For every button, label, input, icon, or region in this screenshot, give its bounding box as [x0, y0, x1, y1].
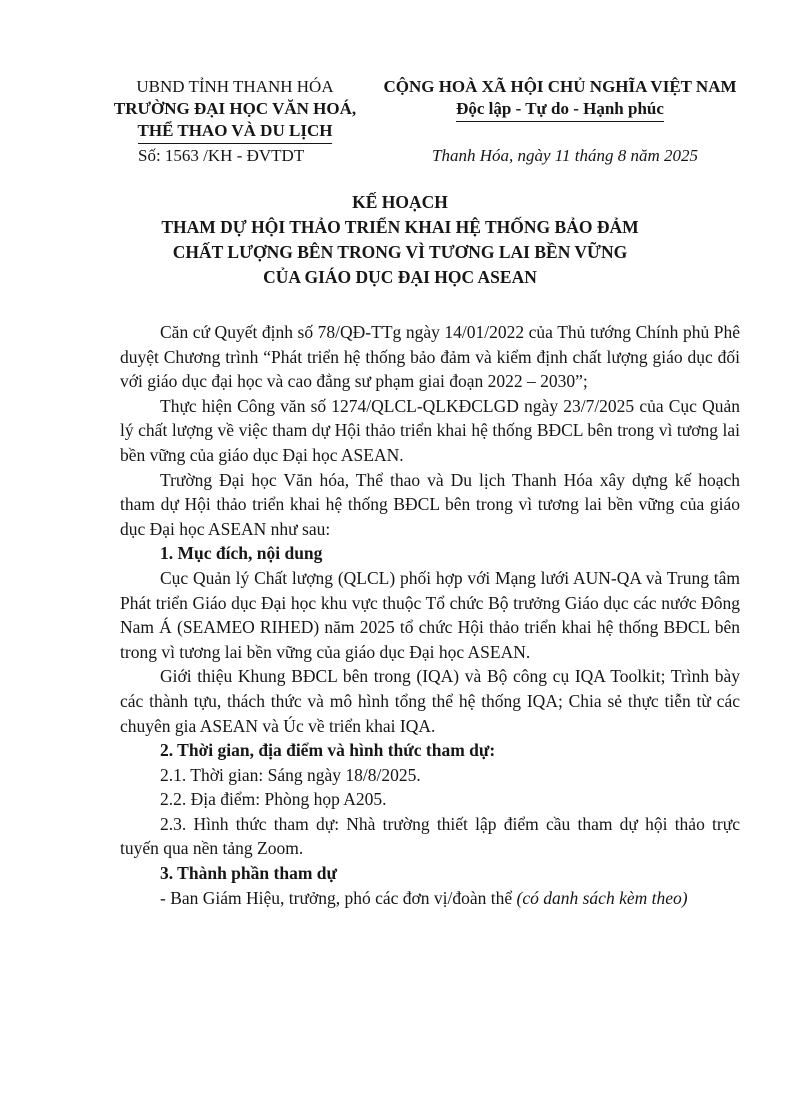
document-kind: KẾ HOẠCH — [352, 192, 448, 212]
document-number: Số: 1563 /KH - ĐVTDT — [138, 146, 305, 165]
participants-note: (có danh sách kèm theo) — [516, 887, 688, 908]
participants-text: - Ban Giám Hiệu, trưởng, phó các đơn vị/đoàn thể — [160, 887, 517, 908]
national-header-block — [360, 76, 760, 122]
provincial-committee: UBND TỈNH THANH HÓA — [136, 77, 334, 96]
section-1-paragraph-2: Giới thiệu Khung BĐCL bên trong (IQA) và Bộ công cụ IQA Toolkit; Trình bày các thành tựu, thách thức và mô hình tổng thể hệ thống IQA; Chia sẻ thực tiễn từ các chuyên gia ASEAN và Úc về triển khai IQA. — [120, 666, 740, 736]
section-2-heading: 2. Thời gian, địa điểm và hình thức tham dự: — [160, 740, 496, 761]
document-body — [120, 320, 740, 910]
national-motto: Độc lập - Tự do - Hạnh phúc — [456, 98, 664, 122]
section-2-format: 2.3. Hình thức tham dự: Nhà trường thiết lập điểm cầu tham dự hội thảo trực tuyến qua nền tảng Zoom. — [120, 813, 740, 859]
paragraph-plan-intro: Trường Đại học Văn hóa, Thể thao và Du lịch Thanh Hóa xây dựng kế hoạch tham dự Hội thảo triển khai hệ thống BĐCL bên trong vì tương lai bền vững của giáo dục Đại học ASEAN như sau: — [120, 469, 740, 539]
title-line-3: CỦA GIÁO DỤC ĐẠI HỌC ASEAN — [263, 267, 537, 287]
nation-title: CỘNG HOÀ XÃ HỘI CHỦ NGHĨA VIỆT NAM — [383, 77, 737, 96]
place-date: Thanh Hóa, ngày 11 tháng 8 năm 2025 — [432, 146, 699, 165]
document-title — [60, 190, 740, 290]
paragraph-implementation: Thực hiện Công văn số 1274/QLCL-QLKĐCLGD ngày 23/7/2025 của Cục Quản lý chất lượng về việc tham dự Hội thảo triển khai hệ thống BĐCL bên trong vì tương lai bền vững của giáo dục Đại học ASEAN. — [120, 395, 740, 465]
section-3-item-1 — [120, 886, 740, 911]
section-1-heading: 1. Mục đích, nội dung — [160, 543, 323, 564]
section-2-location: 2.2. Địa điểm: Phòng họp A205. — [160, 789, 387, 810]
title-line-1: THAM DỰ HỘI THẢO TRIỂN KHAI HỆ THỐNG BẢO ĐẢM — [161, 217, 639, 237]
paragraph-legal-basis: Căn cứ Quyết định số 78/QĐ-TTg ngày 14/01/2022 của Thủ tướng Chính phủ Phê duyệt Chương trình “Phát triển hệ thống bảo đảm và kiểm định chất lượng giáo dục đối với giáo dục đại học và cao đẳng sư phạm giai đoạn 2022 – 2030”; — [120, 322, 740, 392]
issuing-authority-block — [90, 76, 380, 144]
title-line-2: CHẤT LƯỢNG BÊN TRONG VÌ TƯƠNG LAI BỀN VỮNG — [172, 242, 628, 262]
section-3-heading: 3. Thành phần tham dự — [160, 863, 337, 884]
school-name-line1: TRƯỜNG ĐẠI HỌC VĂN HOÁ, — [113, 99, 357, 118]
section-1-paragraph-1: Cục Quản lý Chất lượng (QLCL) phối hợp với Mạng lưới AUN-QA và Trung tâm Phát triển Giáo dục Đại học khu vực thuộc Tổ chức Bộ trưởng Giáo dục các nước Đông Nam Á (SEAMEO RIHED) năm 2025 tổ chức Hội thảo triển khai hệ thống BĐCL bên trong vì tương lai bền vững của giáo dục Đại học ASEAN. — [120, 567, 740, 662]
school-name-line2: THỂ THAO VÀ DU LỊCH — [138, 120, 333, 144]
section-2-time: 2.1. Thời gian: Sáng ngày 18/8/2025. — [160, 764, 421, 785]
